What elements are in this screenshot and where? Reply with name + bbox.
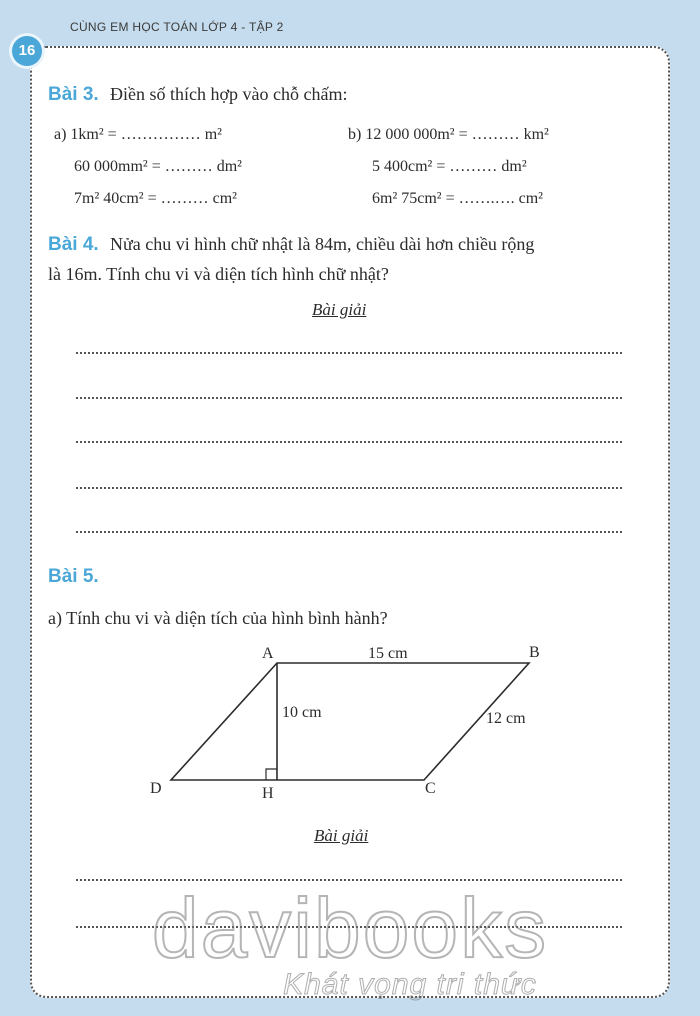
height-label: 10 cm [282,704,322,721]
vertex-c-label: C [425,780,436,797]
bai4-question-line-1: Nửa chu vi hình chữ nhật là 84m, chiều dài hơn chiều rộng [110,234,535,254]
vertex-a-label: A [262,645,274,662]
parallelogram-shape [171,663,529,780]
right-angle-marker [266,769,277,780]
bai3-instruction: Điền số thích hợp vào chỗ chấm: [110,84,348,104]
bai3-a-row-3: 7m² 40cm² = ……… cm² [74,190,237,207]
bai3-a-row-1: a) 1km² = …………… m² [54,126,222,143]
bai3-title: Bài 3. [48,84,99,105]
vertex-b-label: B [529,644,540,661]
bai5-solution-title: Bài giải [314,826,369,845]
bai3-b-row-1: b) 12 000 000m² = ……… km² [348,126,549,143]
bai3-b-row-2: 5 400cm² = ……… dm² [372,158,527,175]
vertex-h-label: H [262,785,274,802]
top-length-label: 15 cm [368,645,408,662]
bai4-question-line-2: là 16m. Tính chu vi và diện tích hình chữ nhật? [48,264,389,284]
bai3-b-row-3: 6m² 75cm² = …….…. cm² [372,190,543,207]
bai3-a-row-2: 60 000mm² = ……… dm² [74,158,242,175]
bai4-solution-title: Bài giải [312,300,367,319]
page-number-badge: 16 [12,36,42,66]
vertex-d-label: D [150,780,162,797]
bai4-title: Bài 4. [48,234,99,255]
bai5-title: Bài 5. [48,566,99,587]
side-length-label: 12 cm [486,710,526,727]
answer-line[interactable] [76,926,622,928]
bai5-part-a: a) Tính chu vi và diện tích của hình bình hành? [48,608,388,628]
book-title: CÙNG EM HỌC TOÁN LỚP 4 - TẬP 2 [70,20,284,34]
answer-line[interactable] [76,879,622,881]
